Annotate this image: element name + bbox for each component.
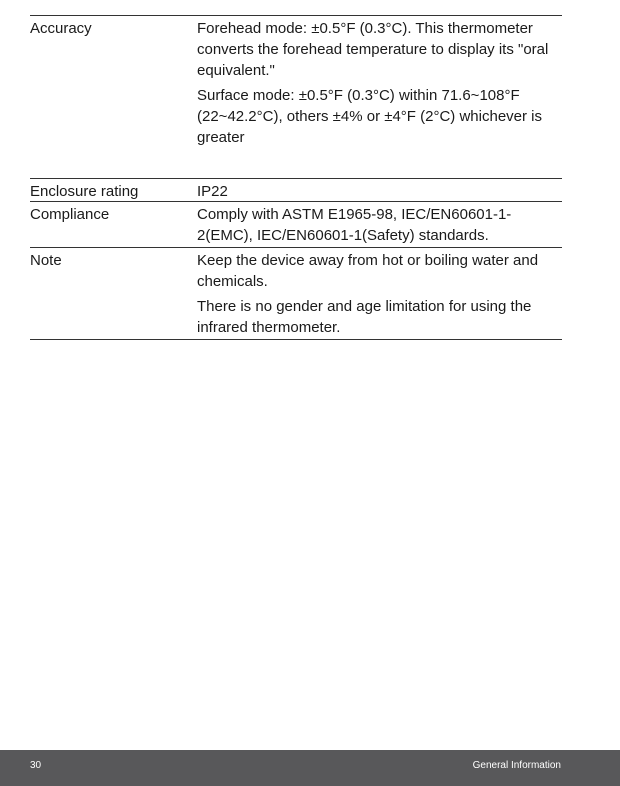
row-label: Enclosure rating — [30, 183, 139, 200]
value-paragraph: Comply with ASTM E1965-98, IEC/EN60601-1-2(EMC), IEC/EN60601-1(Safety) standards. — [197, 206, 512, 244]
row-value — [197, 179, 562, 201]
value-paragraph: IP22 — [197, 183, 228, 200]
row-value — [197, 16, 562, 178]
page-number: 30 — [30, 760, 42, 771]
table-row-compliance — [30, 202, 562, 248]
specifications-table — [30, 15, 562, 340]
value-paragraph: Keep the device away from hot or boiling water and chemicals. — [197, 252, 539, 290]
table-row-accuracy — [30, 16, 562, 179]
table-row-note — [30, 248, 562, 340]
section-title: General Information — [472, 760, 561, 771]
row-label: Accuracy — [30, 20, 92, 37]
row-value — [197, 248, 562, 339]
row-value — [197, 202, 562, 247]
row-label: Compliance — [30, 206, 110, 223]
row-label: Note — [30, 252, 62, 269]
value-paragraph: Surface mode: ±0.5°F (0.3°C) within 71.6~108°F (22~42.2°C), others ±4% or ±4°F (2°C) whichever is greater — [197, 87, 542, 146]
value-paragraph: There is no gender and age limitation for using the infrared thermometer. — [197, 298, 532, 336]
table-row-enclosure-rating — [30, 179, 562, 202]
page-footer — [0, 750, 620, 786]
value-paragraph: Forehead mode: ±0.5°F (0.3°C). This thermometer converts the forehead temperature to display its "oral equivalent." — [197, 20, 549, 79]
